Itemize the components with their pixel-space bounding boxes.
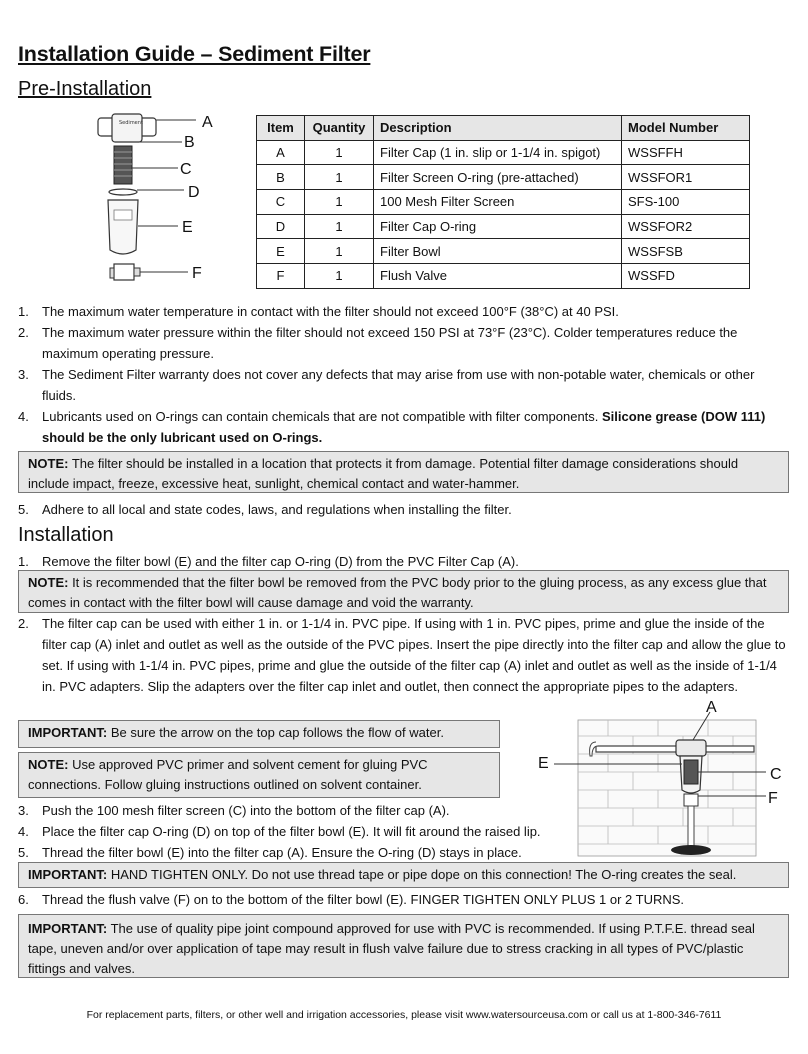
table-cell-description: Filter Screen O-ring (pre-attached) <box>374 165 622 190</box>
diagram-flush-valve <box>114 264 134 280</box>
page-title: Installation Guide – Sediment Filter <box>18 42 371 66</box>
diagram-installed-flush-valve <box>684 794 698 806</box>
table-row <box>257 190 750 215</box>
installation-step-2 <box>18 613 790 697</box>
filter-exploded-diagram <box>90 108 240 298</box>
table-row <box>257 140 750 165</box>
note-box-installation-location: NOTE: The filter should be installed in a location that protects it from damage. Potential filter damage considerations should include impact, freeze, excessive heat, sunlight, chemical contact and water-hammer. <box>18 451 789 493</box>
important-box-hand-tighten: IMPORTANT: HAND TIGHTEN ONLY. Do not use thread tape or pipe dope on this connection! The O-ring creates the seal. <box>18 862 789 888</box>
installation-steps-3-5 <box>18 800 578 863</box>
table-cell-model-number: WSSFOR1 <box>622 165 750 190</box>
note-box-bowl-removal: NOTE: It is recommended that the filter bowl be removed from the PVC body prior to the gluing process, as any excess glue that comes in contact with the filter bowl will cause damage and void the warranty. <box>18 570 789 613</box>
list-item: 1. Remove the filter bowl (E) and the filter cap O-ring (D) from the PVC Filter Cap (A). <box>18 554 519 569</box>
table-cell-item: C <box>257 190 305 215</box>
diagram1-label-e: E <box>182 219 193 236</box>
svg-text:Sediment: Sediment <box>119 120 143 126</box>
list-item: 3. Push the 100 mesh filter screen (C) into the bottom of the filter cap (A). <box>18 803 450 818</box>
table-cell-description: 100 Mesh Filter Screen <box>374 190 622 215</box>
table-cell-model-number: WSSFSB <box>622 239 750 264</box>
list-item: 5. Adhere to all local and state codes, laws, and regulations when installing the filter. <box>18 502 512 517</box>
diagram1-label-a: A <box>202 114 213 131</box>
column-header-quantity: Quantity <box>305 116 374 141</box>
table-cell-description: Flush Valve <box>374 264 622 289</box>
table-row <box>257 264 750 289</box>
table-cell-quantity: 1 <box>305 165 374 190</box>
pre-installation-heading: Pre-Installation <box>18 78 152 100</box>
table-cell-quantity: 1 <box>305 190 374 215</box>
column-header-item: Item <box>257 116 305 141</box>
list-item: 3. The Sediment Filter warranty does not cover any defects that may arise from use with non-potable water, chemicals or other fluids. <box>18 367 755 403</box>
diagram2-label-c: C <box>770 766 782 783</box>
footer-contact: For replacement parts, filters, or other well and irrigation accessories, please visit www.watersourceusa.com or call us at 1-800-346-7611 <box>86 1009 722 1021</box>
list-item: 4. Place the filter cap O-ring (D) on top of the filter bowl (E). It will fit around the raised lip. <box>18 824 541 839</box>
diagram2-label-e: E <box>538 755 549 772</box>
diagram-o-ring <box>109 189 137 195</box>
parts-table-header-row <box>257 116 750 141</box>
table-row <box>257 239 750 264</box>
table-cell-item: E <box>257 239 305 264</box>
table-cell-quantity: 1 <box>305 140 374 165</box>
diagram1-label-c: C <box>180 161 192 178</box>
installation-step-6 <box>18 889 790 910</box>
table-row <box>257 214 750 239</box>
diagram2-label-f: F <box>768 790 778 807</box>
table-cell-quantity: 1 <box>305 264 374 289</box>
table-cell-model-number: SFS-100 <box>622 190 750 215</box>
list-item: 4. Lubricants used on O-rings can contain chemicals that are not compatible with filter components. Silicone grease (DOW 111) should be the only lubricant used on O-rings. <box>18 409 766 445</box>
list-item: 2. The filter cap can be used with either 1 in. or 1-1/4 in. PVC pipe. If using with 1 in. PVC pipes, prime and glue the inside of the filter cap (A) inlet and outlet as well as the outside of the PVC pipes. Insert the pipe directly into the filter cap and allow the glue to set. If using with 1-1/4 in. PVC pipes, prime and glue the outside of the filter cap (A) inlet and outlet as well as the inside of 1-1/4 in. PVC adapters. Slip the adapters over the filter cap inlet and outlet, then connect the appropriate pipes to the adapters. <box>18 616 786 694</box>
installation-step-1 <box>18 551 778 572</box>
diagram1-label-b: B <box>184 134 195 151</box>
table-cell-description: Filter Cap O-ring <box>374 214 622 239</box>
table-cell-item: F <box>257 264 305 289</box>
table-cell-quantity: 1 <box>305 239 374 264</box>
diagram-installed-filter-cap <box>676 740 706 756</box>
important-box-pipe-compound: IMPORTANT: The use of quality pipe joint compound approved for use with PVC is recommended. If using P.T.F.E. thread seal tape, uneven and/or over application of tape may result in flush valve failure due to stress cracking in all types of PVC/plastic fittings and valves. <box>18 914 789 978</box>
table-row <box>257 165 750 190</box>
diagram1-label-d: D <box>188 184 200 201</box>
table-cell-quantity: 1 <box>305 214 374 239</box>
important-box-arrow-direction: IMPORTANT: Be sure the arrow on the top cap follows the flow of water. <box>18 720 500 748</box>
note-box-pvc-primer: NOTE: Use approved PVC primer and solvent cement for gluing PVC connections. Follow gluing instructions outlined on solvent container. <box>18 752 500 798</box>
table-cell-item: B <box>257 165 305 190</box>
pre-installation-steps <box>18 301 778 448</box>
column-header-description: Description <box>374 116 622 141</box>
table-cell-model-number: WSSFOR2 <box>622 214 750 239</box>
diagram1-label-f: F <box>192 265 202 282</box>
table-cell-description: Filter Cap (1 in. slip or 1-1/4 in. spigot) <box>374 140 622 165</box>
parts-table <box>256 115 750 289</box>
table-cell-model-number: WSSFD <box>622 264 750 289</box>
diagram-filter-bowl <box>108 200 138 254</box>
list-item: 1. The maximum water temperature in contact with the filter should not exceed 100°F (38°C) at 40 PSI. <box>18 304 619 319</box>
table-cell-item: A <box>257 140 305 165</box>
list-item: 2. The maximum water pressure within the filter should not exceed 150 PSI at 73°F (23°C). Colder temperatures reduce the maximum operating pressure. <box>18 325 738 361</box>
table-cell-description: Filter Bowl <box>374 239 622 264</box>
diagram-pvc-pipe <box>596 746 678 752</box>
column-header-model-number: Model Number <box>622 116 750 141</box>
table-cell-item: D <box>257 214 305 239</box>
pre-installation-step-5 <box>18 499 778 520</box>
installation-heading: Installation <box>18 524 114 546</box>
list-item: 6. Thread the flush valve (F) on to the bottom of the filter bowl (E). FINGER TIGHTEN ONLY PLUS 1 or 2 TURNS. <box>18 892 685 907</box>
table-cell-model-number: WSSFFH <box>622 140 750 165</box>
installed-filter-illustration <box>578 716 758 860</box>
diagram2-label-a: A <box>706 699 717 716</box>
list-item: 5. Thread the filter bowl (E) into the filter cap (A). Ensure the O-ring (D) stays in place. <box>18 845 522 860</box>
